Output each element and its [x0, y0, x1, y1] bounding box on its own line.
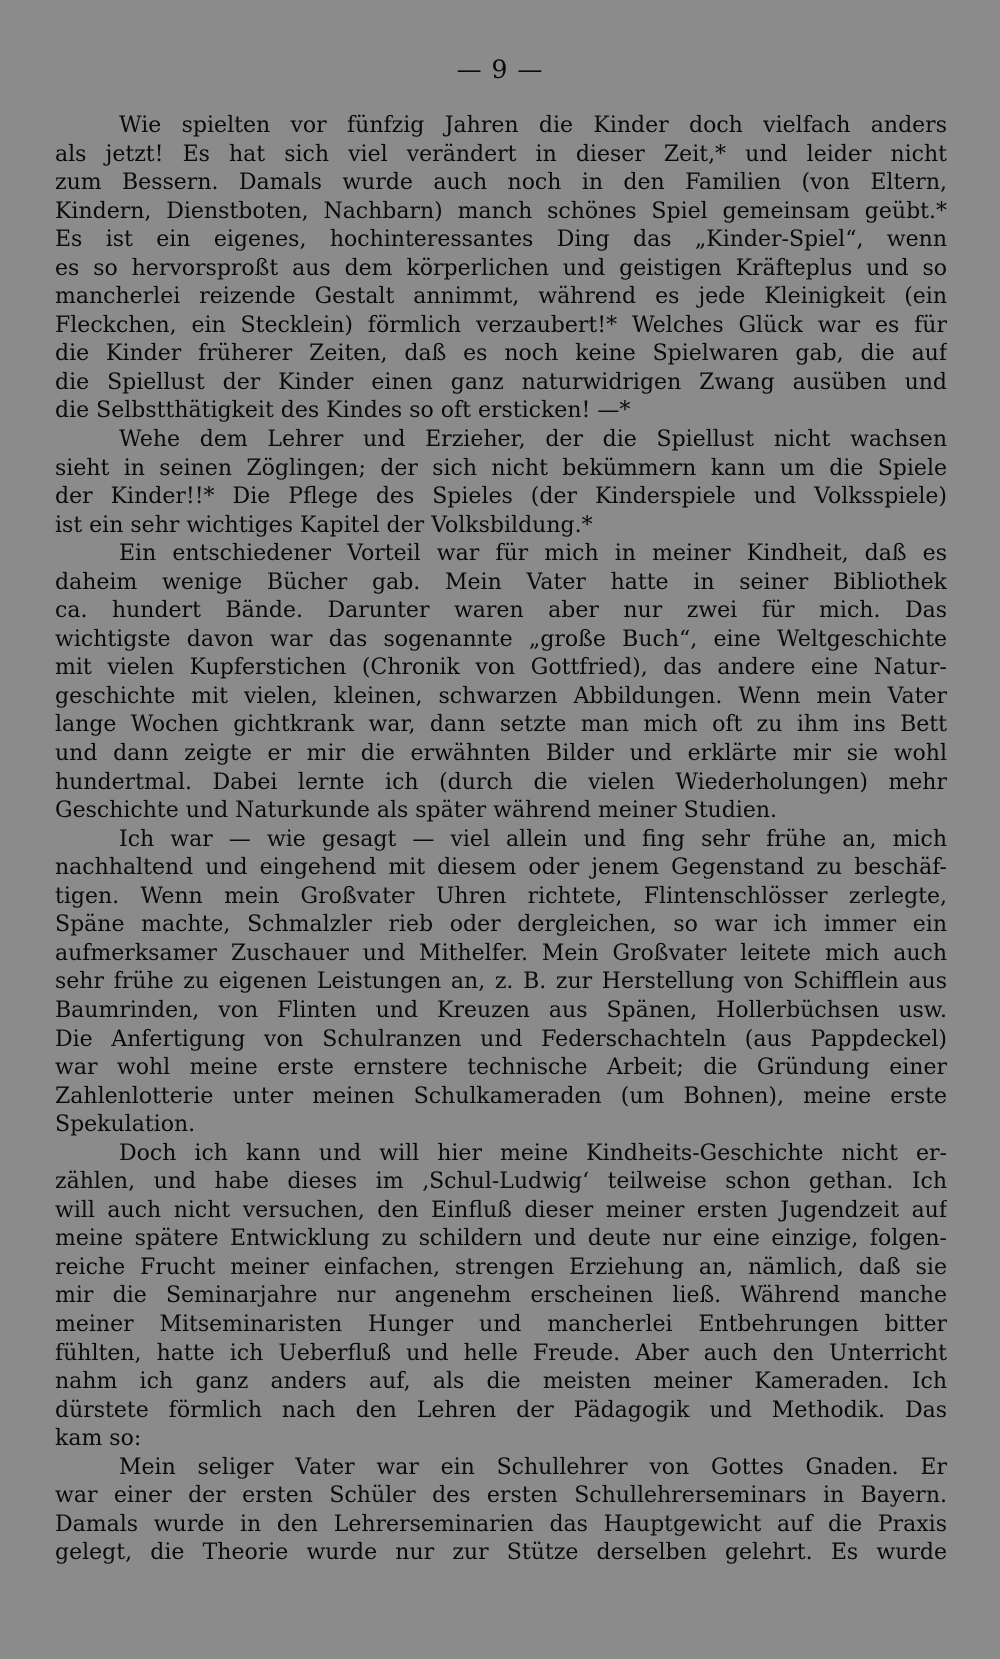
page-number: — 9 —: [456, 55, 544, 84]
text-line: war einer der ersten Schüler des ersten Schullehrerseminars in Bayern.: [55, 1483, 947, 1509]
text-line: tigen. Wenn mein Großvater Uhren richtete, Flintenschlösser zerlegte,: [55, 883, 947, 909]
text-line: ist ein sehr wichtiges Kapitel der Volksbildung.*: [55, 512, 593, 538]
text-line: Doch ich kann und will hier meine Kindheits-Geschichte nicht er-: [119, 1140, 947, 1166]
text-line: Mein seliger Vater war ein Schullehrer von Gottes Gnaden. Er: [119, 1454, 947, 1480]
text-line: meine spätere Entwicklung zu schildern und deute nur eine einzige, folgen-: [55, 1226, 947, 1252]
text-line: mit vielen Kupferstichen (Chronik von Gottfried), das andere eine Natur-: [55, 655, 947, 681]
text-line: sehr frühe zu eigenen Leistungen an, z. B. zur Herstellung von Schifflein aus: [55, 969, 947, 995]
text-line: war wohl meine erste ernstere technische Arbeit; die Gründung einer: [55, 1055, 947, 1081]
text-line: lange Wochen gichtkrank war, dann setzte man mich oft zu ihm ins Bett: [55, 712, 947, 738]
text-line: Geschichte und Naturkunde als später während meiner Studien.: [55, 798, 778, 824]
text-body: [55, 112, 947, 1568]
text-line: reiche Frucht meiner einfachen, strengen Erziehung an, nämlich, daß sie: [55, 1254, 947, 1280]
text-line: meiner Mitseminaristen Hunger und mancherlei Entbehrungen bitter: [55, 1311, 947, 1337]
text-line: Die Anfertigung von Schulranzen und Federschachteln (aus Pappdeckel): [55, 1026, 947, 1052]
text-line: mir die Seminarjahre nur angenehm erscheinen ließ. Während manche: [55, 1283, 947, 1309]
text-line: wichtigste davon war das sogenannte „große Buch“, eine Weltgeschichte: [55, 626, 947, 652]
text-line: die Kinder früherer Zeiten, daß es noch keine Spielwaren gab, die auf: [55, 341, 947, 367]
text-line: sieht in seinen Zöglingen; der sich nicht bekümmern kann um die Spiele: [55, 455, 947, 481]
text-line: fühlten, hatte ich Ueberfluß und helle Freude. Aber auch den Unterricht: [55, 1340, 947, 1366]
text-line: die Spiellust der Kinder einen ganz naturwidrigen Zwang ausüben und: [55, 369, 947, 395]
text-line: Zahlenlotterie unter meinen Schulkameraden (um Bohnen), meine erste: [55, 1083, 947, 1109]
text-line: Es ist ein eigenes, hochinteressantes Ding das „Kinder-Spiel“, wenn: [55, 227, 947, 253]
text-line: zählen, und habe dieses im ‚Schul-Ludwig‘ teilweise schon gethan. Ich: [55, 1169, 947, 1195]
text-line: dürstete förmlich nach den Lehren der Pädagogik und Methodik. Das: [55, 1397, 947, 1423]
text-line: die Selbstthätigkeit des Kindes so oft ersticken! —*: [55, 398, 631, 424]
text-line: Fleckchen, ein Stecklein) förmlich verzaubert!* Welches Glück war es für: [55, 312, 947, 338]
text-line: Ein entschiedener Vorteil war für mich in meiner Kindheit, daß es: [119, 541, 947, 567]
text-line: Spekulation.: [55, 1112, 196, 1138]
text-line: nachhaltend und eingehend mit diesem oder jenem Gegenstand zu beschäf-: [55, 855, 947, 881]
text-line: hundertmal. Dabei lernte ich (durch die vielen Wiederholungen) mehr: [55, 769, 947, 795]
text-line: aufmerksamer Zuschauer und Mithelfer. Mein Großvater leitete mich auch: [55, 940, 947, 966]
text-line: gelegt, die Theorie wurde nur zur Stütze derselben gelehrt. Es wurde: [55, 1540, 947, 1566]
text-line: will auch nicht versuchen, den Einfluß dieser meiner ersten Jugendzeit auf: [55, 1197, 947, 1223]
text-line: als jetzt! Es hat sich viel verändert in dieser Zeit,* und leider nicht: [55, 141, 947, 167]
text-line: es so hervorsproßt aus dem körperlichen und geistigen Kräfteplus und so: [55, 255, 947, 281]
text-line: Damals wurde in den Lehrerseminarien das Hauptgewicht auf die Praxis: [55, 1511, 947, 1537]
text-line: zum Bessern. Damals wurde auch noch in den Familien (von Eltern,: [55, 170, 947, 196]
text-line: Wehe dem Lehrer und Erzieher, der die Spiellust nicht wachsen: [119, 427, 947, 453]
text-line: Späne machte, Schmalzler rieb oder dergleichen, so war ich immer ein: [55, 912, 947, 938]
text-line: geschichte mit vielen, kleinen, schwarzen Abbildungen. Wenn mein Vater: [55, 683, 947, 709]
text-line: Ich war — wie gesagt — viel allein und fing sehr frühe an, mich: [119, 826, 947, 852]
text-line: Baumrinden, von Flinten und Kreuzen aus Spänen, Hollerbüchsen usw.: [55, 997, 947, 1023]
text-line: ca. hundert Bände. Darunter waren aber nur zwei für mich. Das: [55, 598, 947, 624]
text-line: kam so:: [55, 1426, 142, 1452]
text-line: Kindern, Dienstboten, Nachbarn) manch schönes Spiel gemeinsam geübt.*: [55, 198, 947, 224]
text-line: der Kinder!!* Die Pflege des Spieles (der Kinderspiele und Volksspiele): [55, 484, 947, 510]
text-line: und dann zeigte er mir die erwähnten Bilder und erklärte mir sie wohl: [55, 741, 947, 767]
text-line: Wie spielten vor fünfzig Jahren die Kinder doch vielfach anders: [119, 113, 947, 138]
text-line: mancherlei reizende Gestalt annimmt, während es jede Kleinigkeit (ein: [55, 284, 947, 310]
text-line: nahm ich ganz anders auf, als die meisten meiner Kameraden. Ich: [55, 1369, 947, 1395]
text-line: daheim wenige Bücher gab. Mein Vater hatte in seiner Bibliothek: [55, 569, 947, 595]
